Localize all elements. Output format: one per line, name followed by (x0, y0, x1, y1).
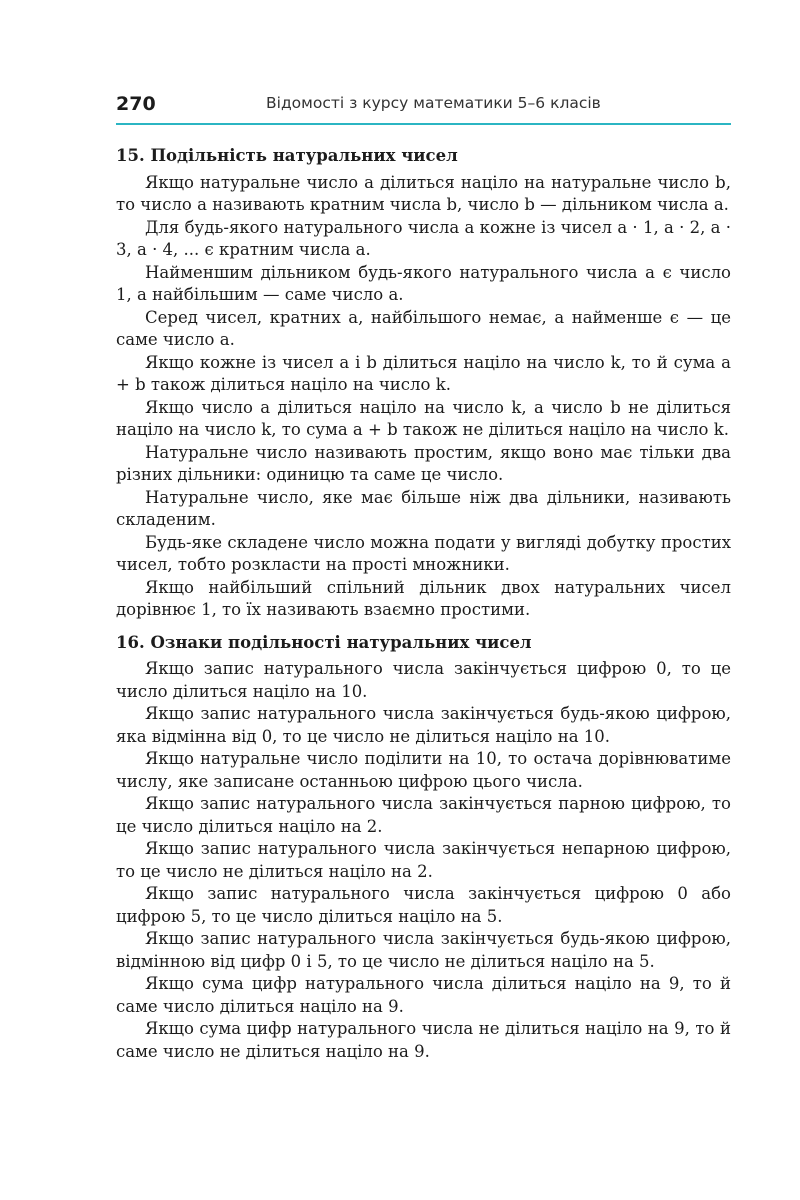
section-title: 15. Подільність натуральних чисел (116, 146, 458, 165)
paragraph: Якщо запис натурального числа закінчується будь-якою цифрою, відмінною від цифр 0 і 5, то це число не ділиться націло на 5. (116, 929, 731, 971)
paragraph: Найменшим дільником будь-якого натурального числа a є число 1, а найбільшим — саме число a. (116, 262, 731, 304)
paragraph: Натуральне число, яке має більше ніж два дільники, називають складеним. (116, 487, 731, 529)
paragraph: Якщо запис натурального числа закінчується непарною цифрою, то це число не ділиться націло на 2. (116, 839, 731, 881)
section-title: 16. Ознаки подільності натуральних чисел (116, 632, 532, 652)
paragraph: Натуральне число називають простим, якщо воно має тільки два різних дільники: одиницю та саме це число. (116, 442, 731, 484)
paragraph: Серед чисел, кратних a, найбільшого немає, а найменше є — це саме число a. (116, 307, 731, 349)
paragraph: Будь-яке складене число можна подати у вигляді добутку простих чисел, тобто розкласти на прості множники. (116, 532, 731, 574)
paragraph: Якщо кожне із чисел a і b ділиться націло на число k, то й сума a + b також ділиться націло на число k. (116, 352, 731, 394)
page-number: 270 (116, 93, 156, 115)
paragraph: Якщо натуральне число a ділиться націло на натуральне число b, то число a називають кратним числа b, число b — дільником числа a. (116, 172, 731, 214)
page-header (116, 93, 731, 125)
section-divisibility (116, 145, 731, 622)
page-content (116, 145, 731, 1073)
running-title: Відомості з курсу математики 5–6 класів (266, 94, 601, 112)
paragraph: Якщо найбільший спільний дільник двох натуральних чисел дорівнює 1, то їх називають взаємно простими. (116, 577, 731, 619)
paragraph: Якщо запис натурального числа закінчується будь-якою цифрою, яка відмінна від 0, то це число не ділиться націло на 10. (116, 704, 731, 746)
section-divisibility-tests (116, 632, 731, 1064)
paragraph: Якщо запис натурального числа закінчується цифрою 0, то це число ділиться націло на 10. (116, 659, 731, 701)
paragraph: Для будь-якого натурального числа a кожне із чисел a · 1, a · 2, a · 3, a · 4, ... є кратним числа a. (116, 217, 731, 259)
paragraph: Якщо сума цифр натурального числа не ділиться націло на 9, то й саме число не ділиться націло на 9. (116, 1019, 731, 1061)
paragraph: Якщо сума цифр натурального числа ділиться націло на 9, то й саме число ділиться націло на 9. (116, 974, 731, 1016)
paragraph: Якщо запис натурального числа закінчується цифрою 0 або цифрою 5, то це число ділиться націло на 5. (116, 884, 731, 926)
paragraph: Якщо число a ділиться націло на число k, а число b не ділиться націло на число k, то сума a + b також не ділиться націло на число k. (116, 397, 731, 439)
paragraph: Якщо запис натурального числа закінчується парною цифрою, то це число ділиться націло на 2. (116, 794, 731, 836)
paragraph: Якщо натуральне число поділити на 10, то остача дорівнюватиме числу, яке записане останньою цифрою цього числа. (116, 749, 731, 791)
